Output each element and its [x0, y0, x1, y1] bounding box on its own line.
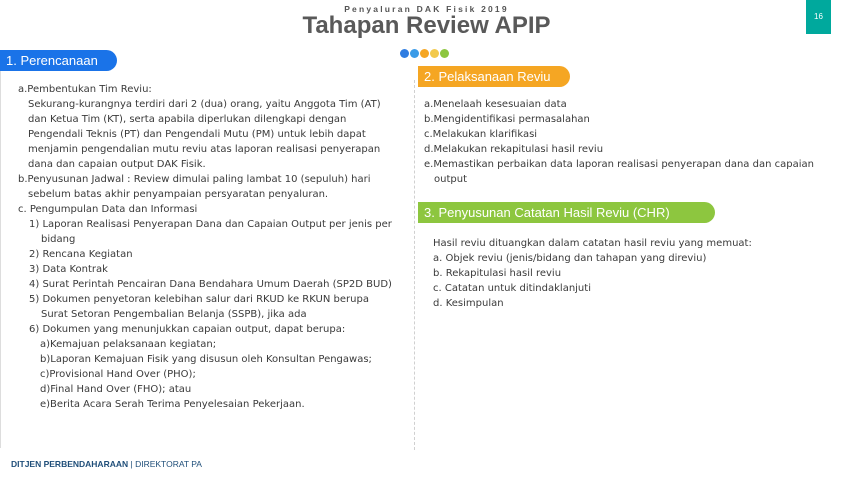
left-border-line	[0, 68, 1, 448]
slide-subtitle: Penyaluran DAK Fisik 2019	[344, 4, 509, 14]
dot-3	[420, 49, 429, 58]
list-item: 4) Surat Perintah Pencairan Dana Bendahara Umum Daerah (SP2D BUD)	[29, 279, 392, 290]
perencanaan-list	[18, 82, 392, 412]
list-item: dana dan capaian output DAK Fisik.	[28, 159, 206, 170]
list-item: Surat Setoran Pengembalian Belanja (SSPB), jika ada	[41, 309, 307, 320]
list-item: d. Kesimpulan	[433, 298, 504, 309]
section-header-perencanaan: 1. Perencanaan	[0, 50, 117, 71]
page-number-badge: 16	[806, 0, 831, 34]
list-item: output	[434, 174, 467, 185]
list-item: b)Laporan Kemajuan Fisik yang disusun oleh Konsultan Pengawas;	[40, 354, 372, 365]
chr-list	[433, 236, 752, 311]
dot-5	[440, 49, 449, 58]
dot-2	[410, 49, 419, 58]
footer	[11, 459, 202, 469]
list-item: 5) Dokumen penyetoran kelebihan salur dari RKUD ke RKUN berupa	[29, 294, 369, 305]
dot-4	[430, 49, 439, 58]
list-item: c)Provisional Hand Over (PHO);	[40, 369, 196, 380]
list-item: c. Catatan untuk ditindaklanjuti	[433, 283, 591, 294]
section-header-chr: 3. Penyusunan Catatan Hasil Reviu (CHR)	[418, 202, 715, 223]
list-item: a. Objek reviu (jenis/bidang dan tahapan yang direviu)	[433, 253, 707, 264]
list-item: 6) Dokumen yang menunjukkan capaian output, dapat berupa:	[29, 324, 346, 335]
section-header-pelaksanaan: 2. Pelaksanaan Reviu	[418, 66, 570, 87]
list-item: dan Ketua Tim (KT), serta apabila diperlukan dilengkapi dengan	[28, 114, 347, 125]
list-item: b.Penyusunan Jadwal : Review dimulai paling lambat 10 (sepuluh) hari	[18, 174, 371, 185]
list-item: d)Final Hand Over (FHO); atau	[40, 384, 192, 395]
column-divider	[414, 80, 415, 450]
footer-unit: DIREKTORAT PA	[135, 459, 202, 469]
list-item: b. Rekapitulasi hasil reviu	[433, 268, 562, 279]
list-item: bidang	[41, 234, 76, 245]
decorative-dots	[400, 49, 449, 58]
dot-1	[400, 49, 409, 58]
list-item: a.Pembentukan Tim Reviu:	[18, 84, 152, 95]
list-item: Pengendali Teknis (PT) dan Pengendali Mutu (PM) untuk lebih dapat	[28, 129, 366, 140]
list-item: b.Mengidentifikasi permasalahan	[424, 114, 590, 125]
slide-title: Tahapan Review APIP	[302, 12, 551, 39]
list-item: menjamin pengendalian mutu reviu atas laporan realisasi penyerapan	[28, 144, 381, 155]
list-item: Hasil reviu dituangkan dalam catatan hasil reviu yang memuat:	[433, 238, 752, 249]
list-item: c. Pengumpulan Data dan Informasi	[18, 204, 198, 215]
list-item: 2) Rencana Kegiatan	[29, 249, 133, 260]
list-item: 1) Laporan Realisasi Penyerapan Dana dan Capaian Output per jenis per	[29, 219, 392, 230]
pelaksanaan-list	[424, 97, 814, 187]
list-item: Sekurang-kurangnya terdiri dari 2 (dua) orang, yaitu Anggota Tim (AT)	[28, 99, 381, 110]
list-item: d.Melakukan rekapitulasi hasil reviu	[424, 144, 604, 155]
list-item: a.Menelaah kesesuaian data	[424, 99, 567, 110]
list-item: a)Kemajuan pelaksanaan kegiatan;	[40, 339, 217, 350]
list-item: c.Melakukan klarifikasi	[424, 129, 538, 140]
list-item: 3) Data Kontrak	[29, 264, 108, 275]
list-item: sebelum batas akhir penyampaian persyaratan penyaluran.	[28, 189, 329, 200]
list-item: e)Berita Acara Serah Terima Penyelesaian Pekerjaan.	[40, 399, 305, 410]
list-item: e.Memastikan perbaikan data laporan realisasi penyerapan dana dan capaian	[424, 159, 814, 170]
footer-org: DITJEN PERBENDAHARAAN	[11, 459, 129, 469]
footer-separator: |	[128, 459, 136, 469]
